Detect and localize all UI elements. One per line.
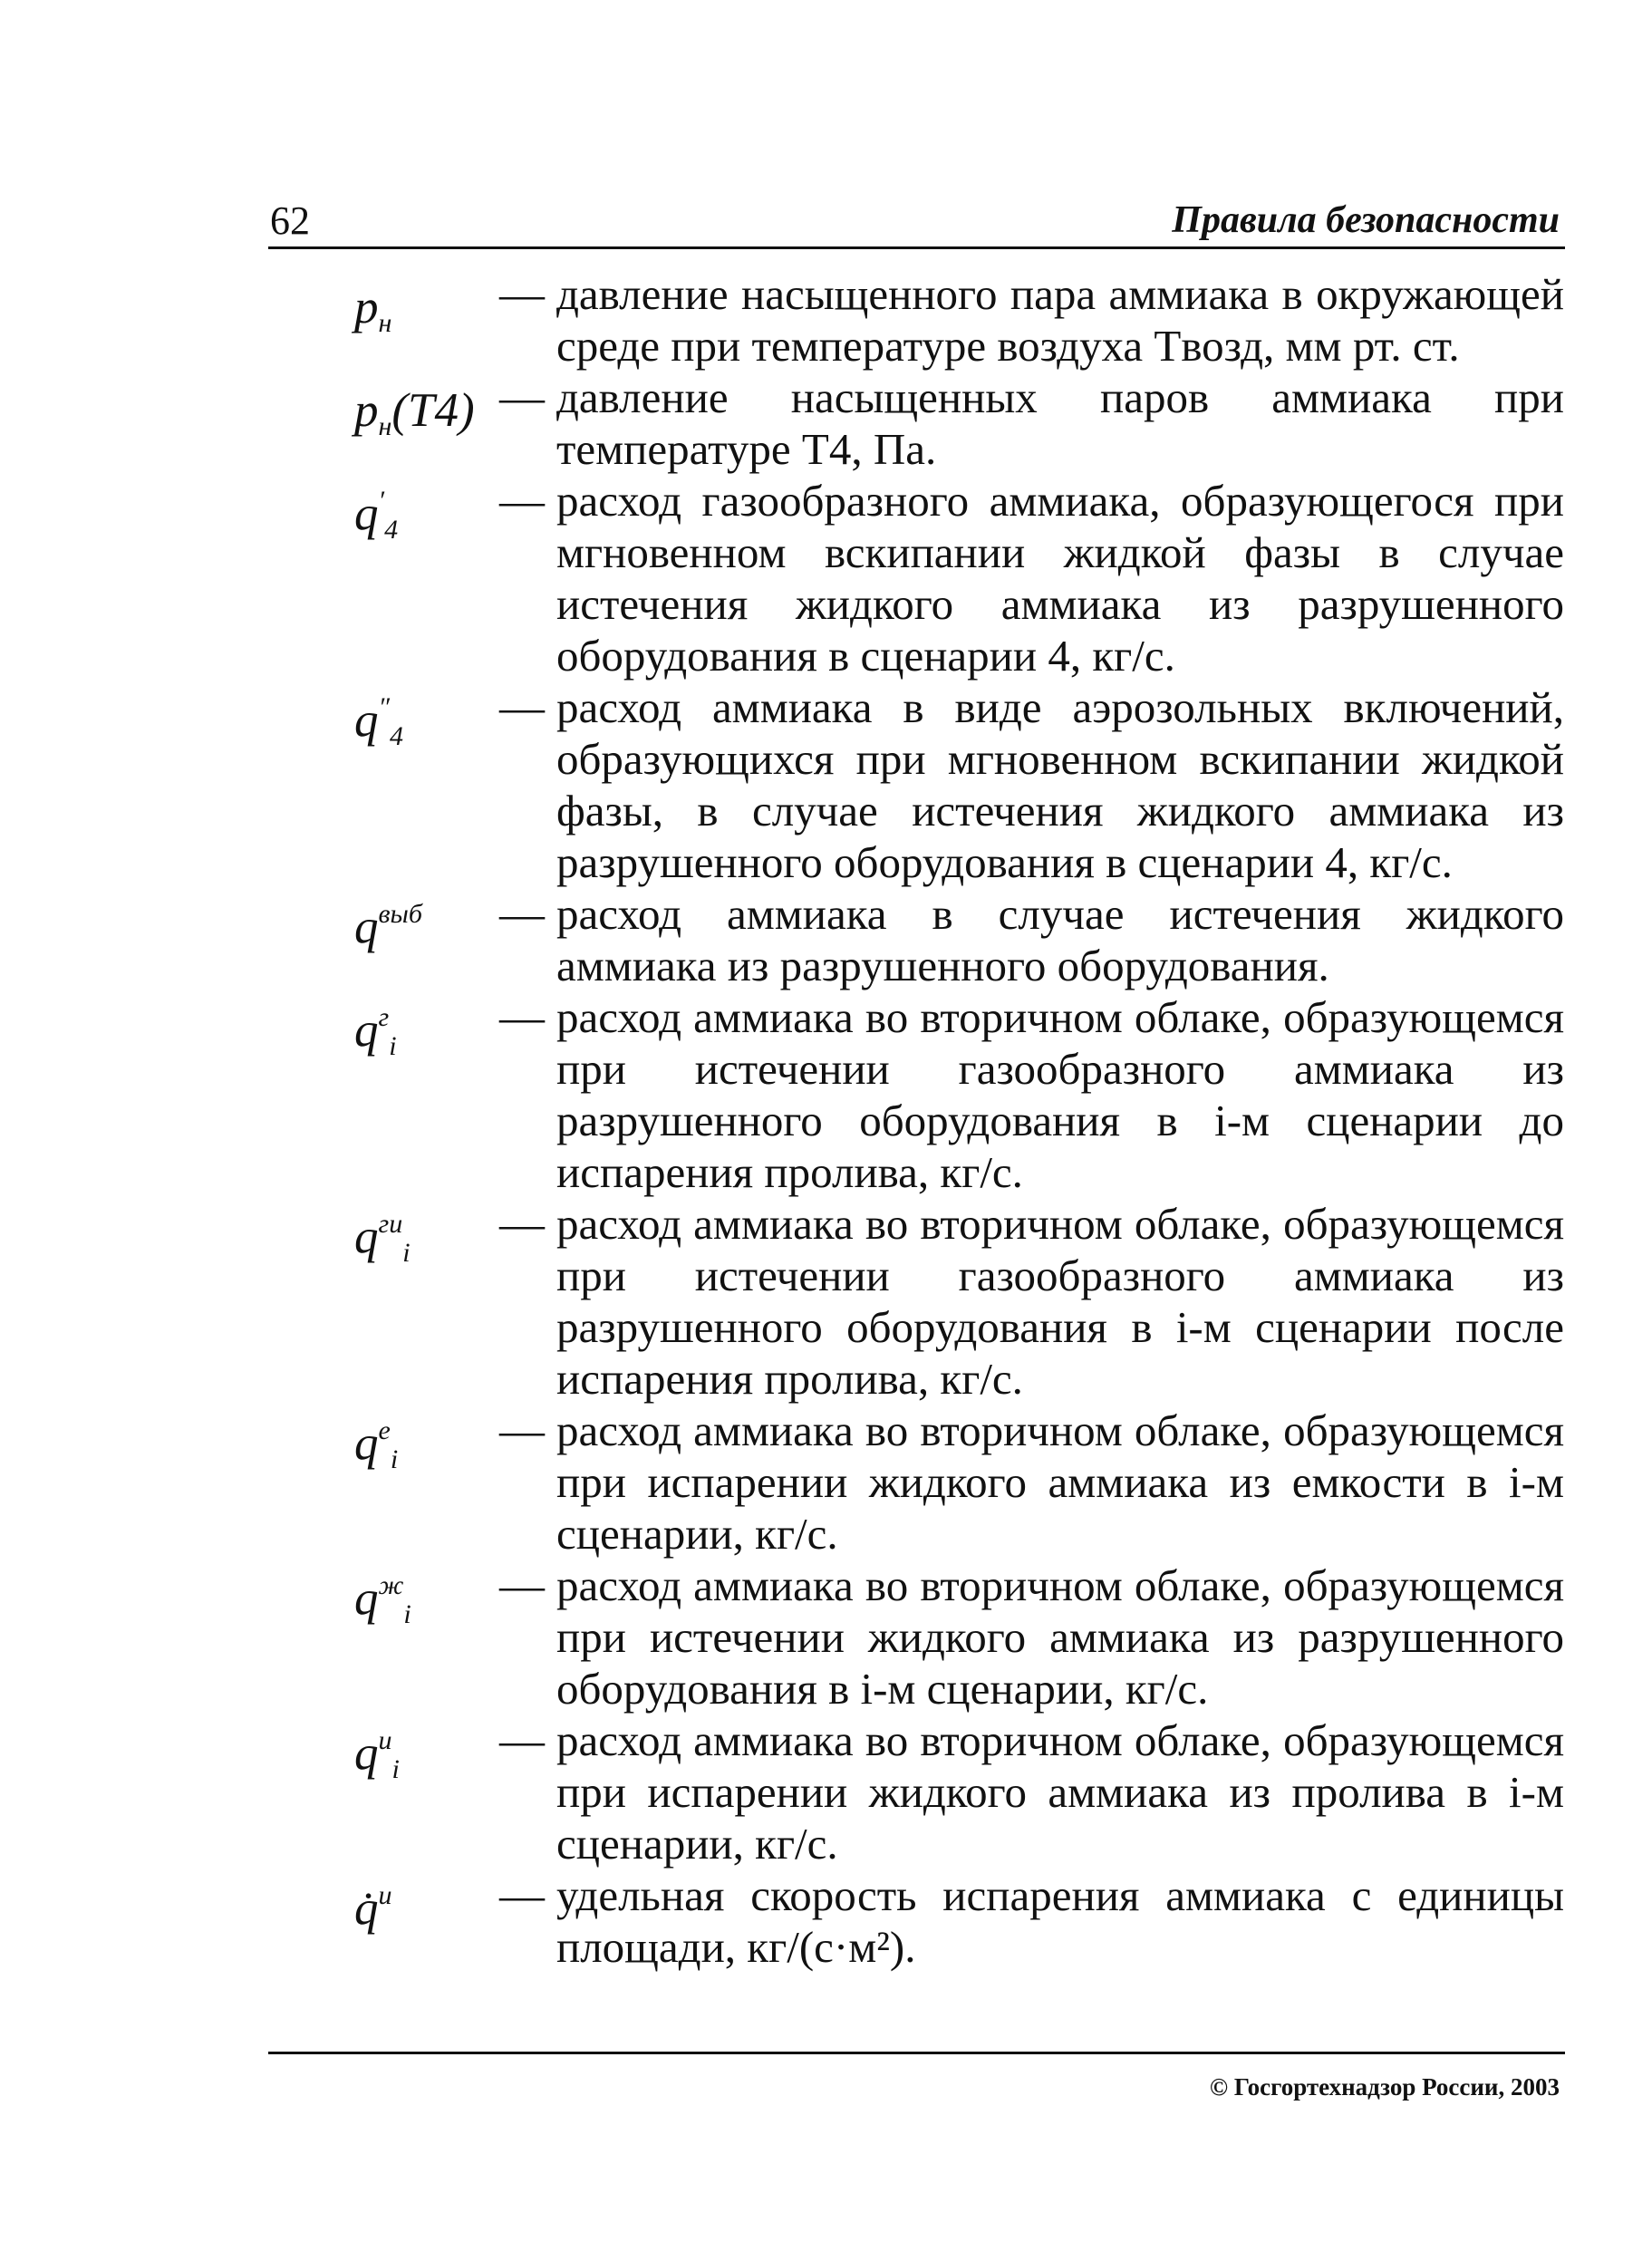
definition-text: расход аммиака во вторичном облаке, образующемся при истечении газообразного аммиака из разрушенного оборудования в i-м сценарии до испарения пролива, кг/с. (556, 992, 1564, 1197)
definition-row (268, 1405, 1564, 1560)
copyright-notice: © Госгортехнадзор России, 2003 (1209, 2073, 1560, 2101)
definition-text: расход аммиака во вторичном облаке, образующемся при испарении жидкого аммиака из пролива в i-м сценарии, кг/с. (556, 1715, 1564, 1869)
definition-dash: — (499, 268, 545, 319)
definition-symbol: $q^ж_i$ (354, 1570, 411, 1629)
definition-symbol: $p_н(T4)$ (354, 384, 475, 441)
footer-rule (268, 2052, 1565, 2054)
definition-row (268, 1198, 1564, 1405)
definition-dash: — (499, 1560, 545, 1610)
definition-text: расход аммиака в случае истечения жидкого аммиака из разрушенного оборудования. (556, 889, 1564, 990)
definition-text: давление насыщенных паров аммиака при температуре T4, Па. (556, 372, 1564, 474)
definition-dash: — (499, 681, 545, 732)
definition-row (268, 991, 1564, 1198)
definition-row (268, 268, 1564, 372)
definition-dash: — (499, 1405, 545, 1455)
definition-text: давление насыщенного пара аммиака в окружающей среде при температуре воздуха Tвозд, мм рт. ст. (556, 269, 1564, 371)
definition-dash: — (499, 475, 545, 526)
definition-row (268, 372, 1564, 475)
definition-dash: — (499, 1198, 545, 1249)
definition-symbol: $q^е_i$ (354, 1415, 399, 1474)
definition-symbol: $q^и_i$ (354, 1725, 400, 1784)
definition-text: расход аммиака во вторичном облаке, образующемся при истечении газообразного аммиака из разрушенного оборудования в i-м сценарии после испарения пролива, кг/с. (556, 1199, 1564, 1404)
definition-row (268, 1560, 1564, 1714)
header-rule (268, 246, 1565, 249)
definition-text: расход аммиака во вторичном облаке, образующемся при испарении жидкого аммиака из емкости в i-м сценарии, кг/с. (556, 1405, 1564, 1559)
running-title: Правила безопасности (1172, 199, 1560, 241)
definition-symbol: q̇$^и$ (354, 1880, 392, 1935)
definition-symbol: $q^{ги}_i$ (354, 1209, 411, 1268)
definition-symbol: $q^{выб}$ (354, 899, 422, 953)
definition-row (268, 1714, 1564, 1869)
definition-dash: — (499, 1714, 545, 1765)
definition-symbol: $q''_4$ (354, 692, 403, 751)
definitions-list (268, 268, 1564, 1973)
definition-symbol: $p_н$ (354, 281, 392, 338)
definition-symbol: $q'_4$ (354, 486, 399, 545)
definition-text: удельная скорость испарения аммиака с единицы площади, кг/(с·м²). (556, 1870, 1564, 1972)
definition-row (268, 888, 1564, 991)
definition-text: расход газообразного аммиака, образующегося при мгновенном вскипании жидкой фазы в случае истечения жидкого аммиака из разрушенного оборудования в сценарии 4, кг/с. (556, 476, 1564, 681)
definition-row (268, 1869, 1564, 1973)
definition-text: расход аммиака во вторичном облаке, образующемся при истечении жидкого аммиака из разрушенного оборудования в i-м сценарии, кг/с. (556, 1560, 1564, 1714)
definition-row (268, 475, 1564, 681)
page-number: 62 (270, 198, 310, 243)
definition-dash: — (499, 991, 545, 1042)
definition-text: расход аммиака в виде аэрозольных включений, образующихся при мгновенном вскипании жидкой фазы, в случае истечения жидкого аммиака из разрушенного оборудования в сценарии 4, кг/с. (556, 682, 1564, 887)
definition-row (268, 681, 1564, 888)
definition-dash: — (499, 888, 545, 939)
definition-dash: — (499, 1869, 545, 1920)
definition-dash: — (499, 372, 545, 422)
definition-symbol: $q^г_i$ (354, 1002, 397, 1061)
